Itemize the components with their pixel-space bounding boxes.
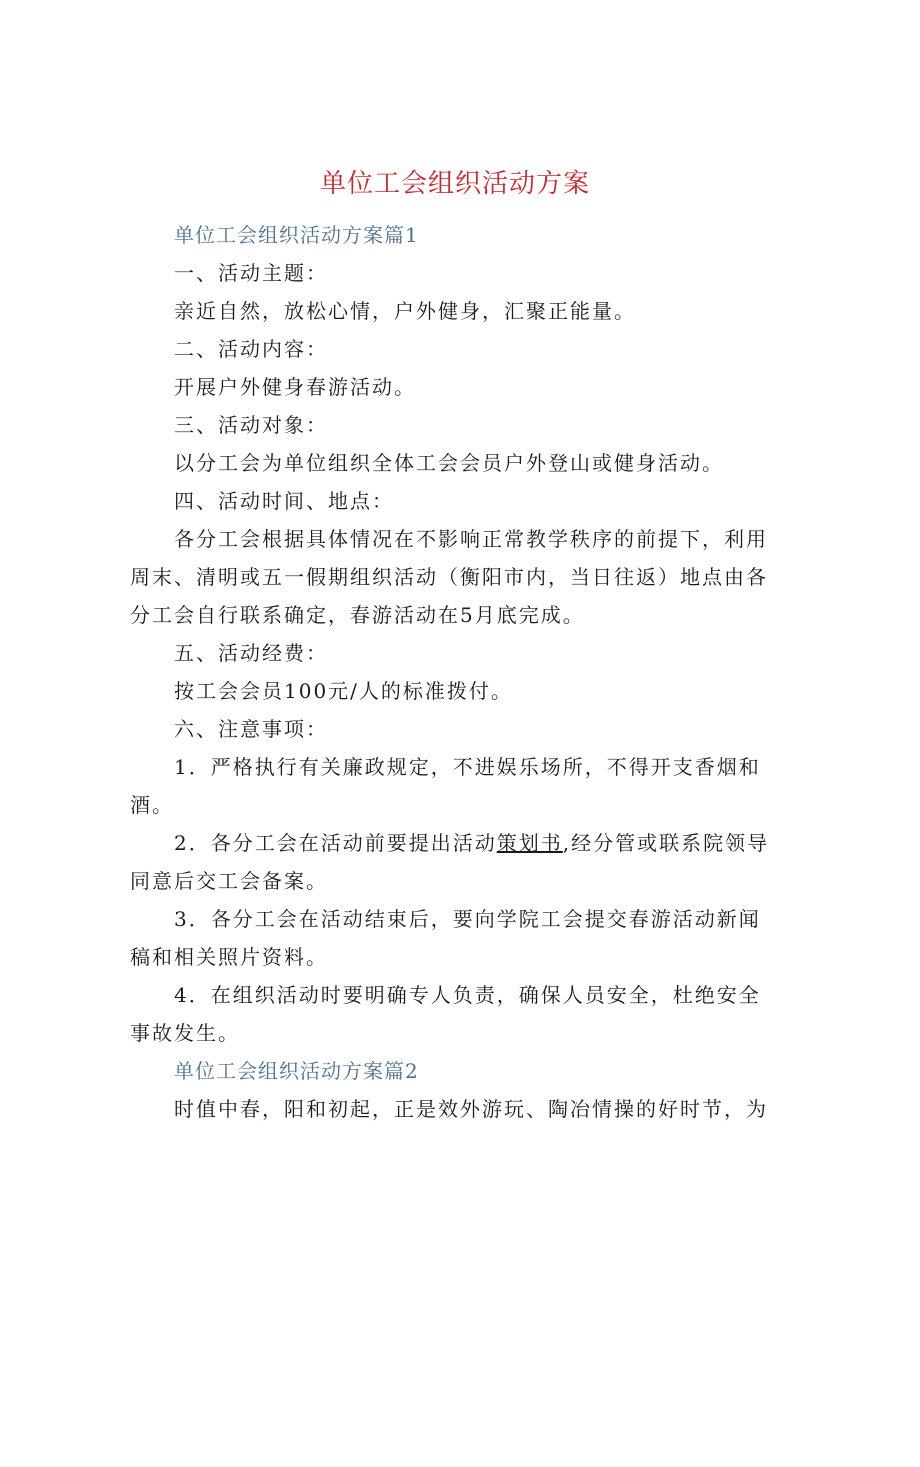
note-2 xyxy=(130,824,780,900)
document-title: 单位工会组织活动方案 xyxy=(319,169,590,199)
item-target-text: 以分工会为单位组织全体工会会员户外登山或健身活动。 xyxy=(174,451,724,475)
section-heading-1: 单位工会组织活动方案篇1 xyxy=(174,223,419,247)
section-2-intro: 时值中春，阳和初起，正是效外游玩、陶冶情操的好时节，为 xyxy=(174,1097,768,1121)
item-target-label: 三、活动对象： xyxy=(174,413,328,437)
item-budget-label: 五、活动经费： xyxy=(174,641,328,665)
item-content-label: 二、活动内容： xyxy=(174,337,328,361)
item-notes-label: 六、注意事项： xyxy=(174,717,328,741)
note-1: 1．严格执行有关廉政规定，不进娱乐场所，不得开支香烟和酒。 xyxy=(130,755,761,817)
item-content-text: 开展户外健身春游活动。 xyxy=(174,375,416,399)
note-2-part-a: 2．各分工会在活动前要提出活动 xyxy=(174,831,497,855)
item-time-label: 四、活动时间、地点： xyxy=(174,489,394,513)
note-3: 3．各分工会在活动结束后，要向学院工会提交春游活动新闻稿和相关照片资料。 xyxy=(130,907,761,969)
section-heading-2: 单位工会组织活动方案篇2 xyxy=(174,1059,419,1083)
note-2-part-b: ,经分管或联系院领导同意后交工会备案。 xyxy=(130,831,770,893)
note-2-link-plan[interactable]: 策划书 xyxy=(496,831,563,855)
item-budget-text: 按工会会员100元/人的标准拨付。 xyxy=(174,679,513,703)
document-page xyxy=(0,166,920,1467)
note-4: 4．在组织活动时要明确专人负责，确保人员安全，杜绝安全事故发生。 xyxy=(130,983,761,1045)
item-time-text: 各分工会根据具体情况在不影响正常教学秩序的前提下，利用周末、清明或五一假期组织活动（衡阳市内，当日往返）地点由各分工会自行联系确定，春游活动在5月底完成。 xyxy=(130,527,768,627)
item-theme-text: 亲近自然，放松心情，户外健身，汇聚正能量。 xyxy=(174,299,636,323)
item-theme-label: 一、活动主题： xyxy=(174,261,328,285)
